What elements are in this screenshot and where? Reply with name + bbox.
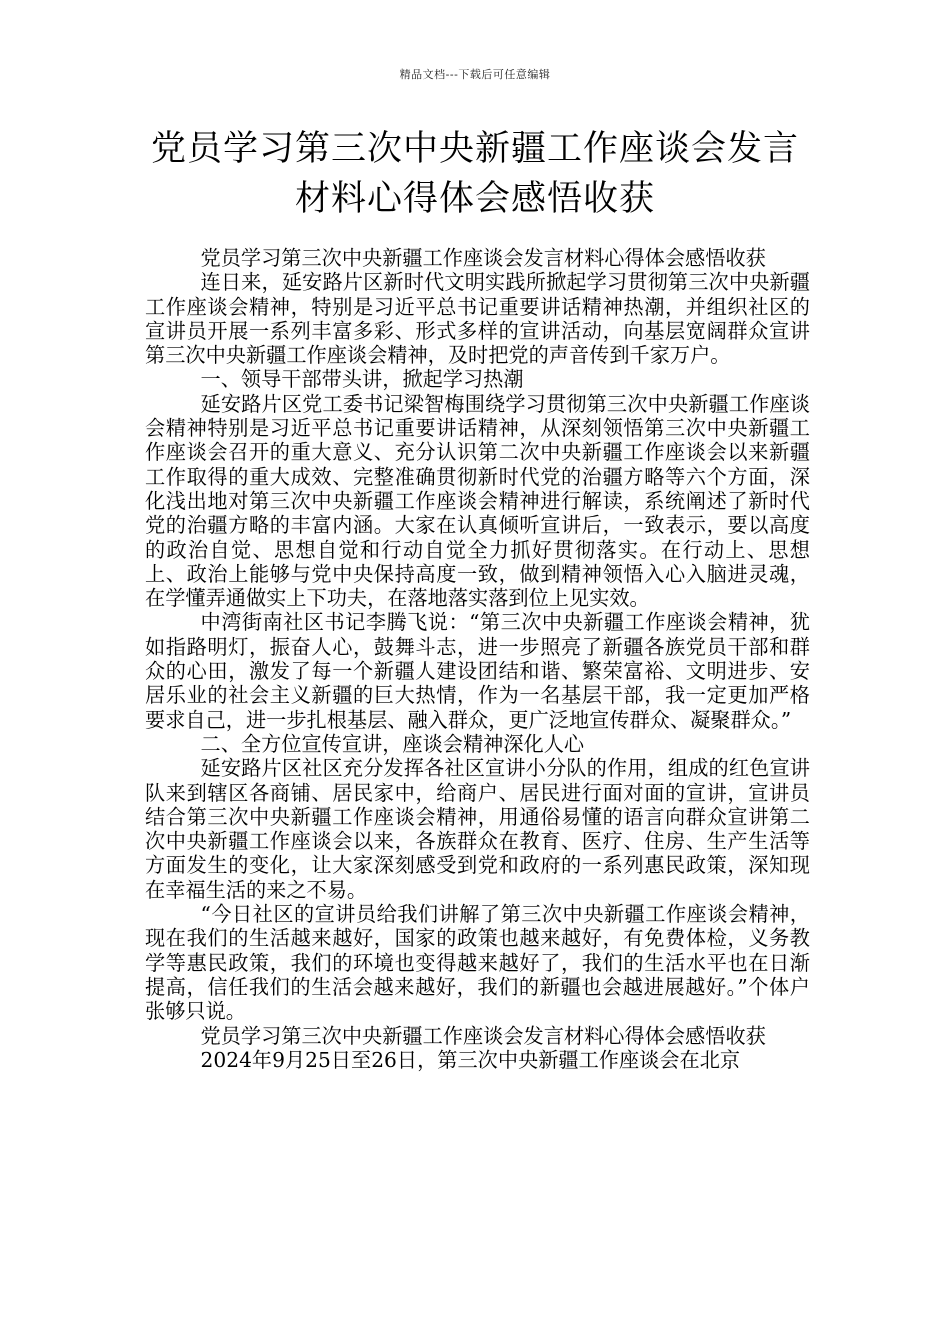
body-paragraph: 中湾街南社区书记李腾飞说：“第三次中央新疆工作座谈会精神，犹如指路明灯，振奋人心，鼓舞斗志，进一步照亮了新疆各族党员干部和群众的心田，激发了每一个新疆人建设团结和谐、繁荣富裕、文明进步、安居乐业的社会主义新疆的巨大热情，作为一名基层干部，我一定更加严格要求自己，进一步扎根基层、融入群众，更广泛地宣传群众、凝聚群众。” bbox=[145, 610, 810, 732]
document-body bbox=[145, 246, 810, 1072]
body-paragraph: 延安路片区党工委书记梁智梅围绕学习贯彻第三次中央新疆工作座谈会精神特别是习近平总书记重要讲话精神，从深刻领悟第三次中央新疆工作座谈会召开的重大意义、充分认识第二次中央新疆工作座谈会以来新疆工作取得的重大成效、完整准确贯彻新时代党的治疆方略等六个方面，深化浅出地对第三次中央新疆工作座谈会精神进行解读，系统阐述了新时代党的治疆方略的丰富内涵。大家在认真倾听宣讲后，一致表示，要以高度的政治自觉、思想自觉和行动自觉全力抓好贯彻落实。在行动上、思想上、政治上能够与党中央保持高度一致，做到精神领悟入心入脑进灵魂，在学懂弄通做实上下功夫，在落地落实落到位上见实效。 bbox=[145, 391, 810, 611]
subtitle-paragraph: 党员学习第三次中央新疆工作座谈会发言材料心得体会感悟收获 bbox=[200, 1023, 766, 1048]
body-paragraph: “今日社区的宣讲员给我们讲解了第三次中央新疆工作座谈会精神，现在我们的生活越来越好，国家的政策也越来越好，有免费体检，义务教学等惠民政策，我们的环境也变得越来越好了，我们的生活水平也在日渐提高，信任我们的生活会越来越好，我们的新疆也会越进展越好。”个体户张够只说。 bbox=[145, 902, 810, 1024]
document-title bbox=[110, 124, 840, 224]
body-paragraph: 2024年9月25日至26日，第三次中央新疆工作座谈会在北京 bbox=[200, 1047, 741, 1072]
page-header: 精品文档---下载后可任意编辑 bbox=[399, 68, 551, 81]
body-paragraph: 延安路片区社区充分发挥各社区宣讲小分队的作用，组成的红色宣讲队来到辖区各商铺、居民家中，给商户、居民进行面对面的宣讲，宣讲员结合第三次中央新疆工作座谈会精神，用通俗易懂的语言向群众宣讲第二次中央新疆工作座谈会以来，各族群众在教育、医疗、住房、生产生活等方面发生的变化，让大家深刻感受到党和政府的一系列惠民政策，深知现在幸福生活的来之不易。 bbox=[145, 756, 810, 902]
section-heading: 二、全方位宣传宣讲，座谈会精神深化人心 bbox=[200, 731, 585, 756]
section-heading: 一、领导干部带头讲，掀起学习热潮 bbox=[200, 367, 524, 392]
body-paragraph: 连日来，延安路片区新时代文明实践所掀起学习贯彻第三次中央新疆工作座谈会精神，特别是习近平总书记重要讲话精神热潮，并组织社区的宣讲员开展一系列丰富多彩、形式多样的宣讲活动，向基层宽阔群众宣讲第三次中央新疆工作座谈会精神，及时把党的声音传到千家万户。 bbox=[145, 270, 810, 368]
subtitle-paragraph: 党员学习第三次中央新疆工作座谈会发言材料心得体会感悟收获 bbox=[200, 246, 766, 270]
title-line-1: 党员学习第三次中央新疆工作座谈会发言 bbox=[150, 129, 799, 169]
title-line-2: 材料心得体会感悟收获 bbox=[294, 179, 655, 219]
